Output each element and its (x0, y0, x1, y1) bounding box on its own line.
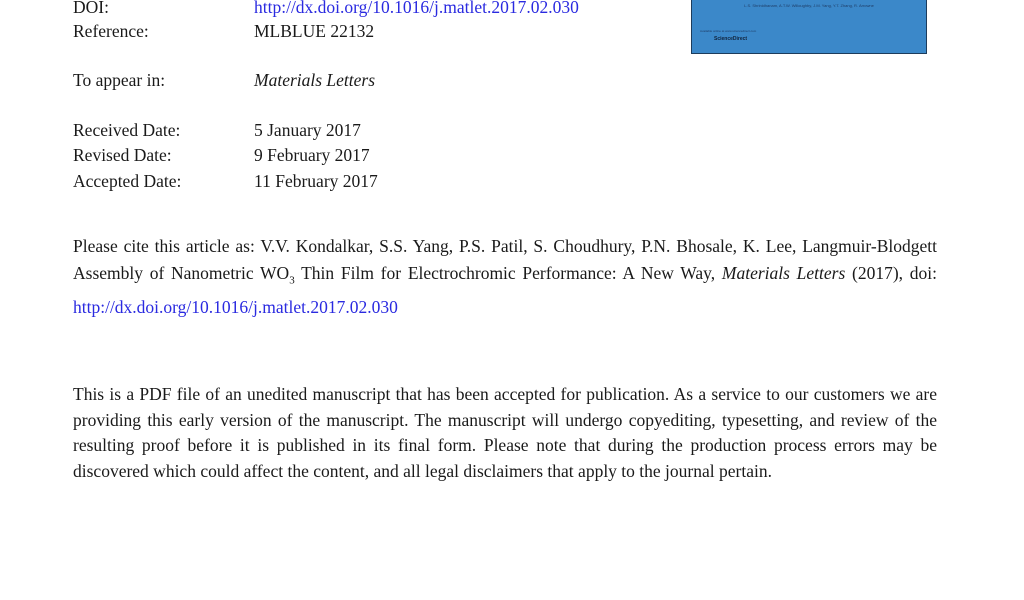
doi-link[interactable]: http://dx.doi.org/10.1016/j.matlet.2017.02.030 (254, 0, 579, 17)
meta-label: To appear in: (73, 70, 166, 90)
meta-reference (73, 21, 374, 41)
meta-label: Received Date: (73, 120, 181, 140)
meta-label: DOI: (73, 0, 109, 17)
meta-value: MLBLUE 22132 (254, 21, 375, 41)
sciencedirect-logo: ScienceDirect (714, 36, 748, 42)
meta-doi (73, 0, 579, 17)
citation-paragraph (73, 233, 937, 320)
journal-cover-thumbnail (691, 0, 927, 54)
meta-label: Accepted Date: (73, 171, 182, 191)
citation-text: (2017), doi: (845, 262, 937, 283)
meta-value: 11 February 2017 (254, 171, 378, 191)
citation-doi-link[interactable]: http://dx.doi.org/10.1016/j.matlet.2017.02.030 (73, 296, 398, 317)
meta-label: Reference: (73, 21, 149, 41)
citation-journal: Materials Letters (721, 262, 846, 283)
citation-text: Please cite this article as: V.V. Kondalkar, S.S. Yang, P.S. Patil, S. Choudhury, P.N. Bhosale, K. Lee, Langmuir-Blodgett Assembly of Nanometric WO (73, 236, 937, 283)
citation-subscript: 3 (289, 274, 295, 286)
meta-label: Revised Date: (73, 145, 172, 165)
cover-authors: L.S. Shrinidhanam, A.T.W. Willoughby, J.M. Yang, Y.T. Zhang, R. Arrowne (744, 3, 874, 8)
meta-accepted (73, 171, 378, 191)
meta-journal (73, 70, 375, 90)
meta-received (73, 120, 361, 140)
meta-revised (73, 145, 370, 165)
meta-value: Materials Letters (254, 70, 376, 90)
meta-value: 5 January 2017 (254, 120, 361, 140)
manuscript-notice: This is a PDF file of an unedited manuscript that has been accepted for publication. As a service to our customers we are providing this early version of the manuscript. The manuscript will undergo copyediting, typesetting, and review of the resulting proof before it is published in its final form. Please note that during the production process errors may be discovered which could affect the content, and all legal disclaimers that apply to the journal pertain. (73, 384, 937, 481)
meta-value: 9 February 2017 (254, 145, 370, 165)
citation-text: Thin Film for Electrochromic Performance: A New Way, (294, 262, 722, 283)
cover-available-online: Available online at www.sciencedirect.com (700, 29, 757, 33)
